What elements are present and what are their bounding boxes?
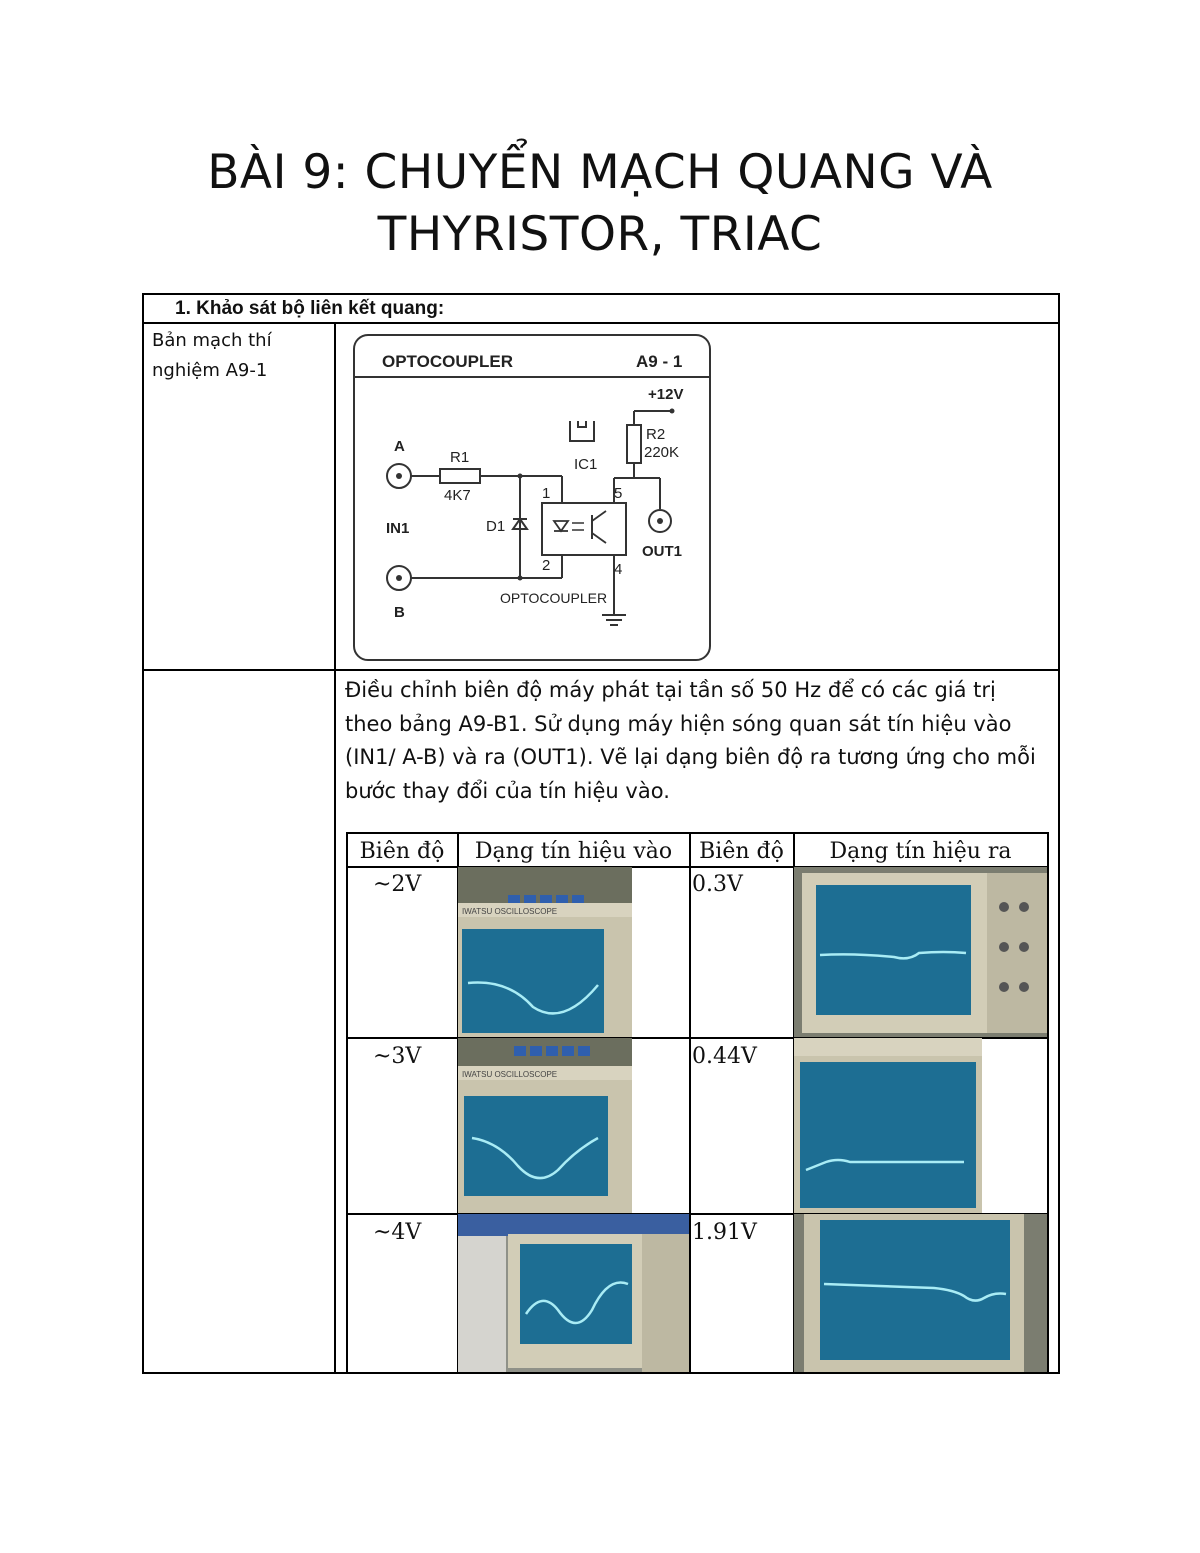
svg-text:IWATSU OSCILLOSCOPE: IWATSU OSCILLOSCOPE (462, 907, 558, 916)
input-b-label: B (394, 604, 405, 621)
instructions-text: Điều chỉnh biên độ máy phát tại tần số 50 Hz để có các giá trị theo bảng A9-B1. Sử dụng máy hiện sóng quan sát tín hiệu vào (IN1/ A-B) và ra (OUT1). Vẽ lại dạng biên độ ra tương ứng cho mỗi bước thay đổi của tín hiệu vào. (345, 678, 1036, 803)
col-header-input-wave: Dạng tín hiệu vào (474, 839, 673, 864)
oscilloscope-photo-input-3v (458, 1038, 632, 1213)
pin2-label: 2 (542, 557, 551, 574)
optocoupler-schematic (352, 333, 712, 663)
r2-value: 220K (644, 444, 680, 461)
col-header-output-amp: Biên độ (699, 839, 784, 864)
row2-input-amp: ~3V (373, 1044, 422, 1069)
section-heading: 1. Khảo sát bộ liên kết quang: (175, 298, 445, 319)
title-line-1: BÀI 9: CHUYỂN MẠCH QUANG VÀ (207, 145, 993, 200)
col-header-input-amp: Biên độ (359, 839, 445, 864)
oscilloscope-photo-output-0.3v (794, 867, 1047, 1037)
r1-label: R1 (450, 449, 470, 466)
page-title (0, 142, 1200, 266)
title-line-2: THYRISTOR, TRIAC (377, 207, 823, 262)
board-label: Bản mạch thí nghiệm A9-1 (152, 330, 272, 381)
output-label: OUT1 (642, 543, 683, 560)
r2-label: R2 (646, 426, 666, 443)
pin4-label: 4 (614, 561, 623, 578)
row2-output-amp: 0.44V (692, 1044, 757, 1069)
oscilloscope-photo-output-0.44v (794, 1038, 982, 1213)
col-header-output-wave: Dạng tín hiệu ra (829, 839, 1012, 864)
ic-label: IC1 (574, 456, 598, 473)
schematic-header: OPTOCOUPLER (382, 352, 513, 371)
schematic-code: A9 - 1 (636, 352, 683, 371)
row1-input-amp: ~2V (373, 872, 422, 897)
oscilloscope-photo-output-1.91v (794, 1214, 1047, 1372)
row1-output-amp: 0.3V (692, 872, 743, 897)
svg-text:IWATSU OSCILLOSCOPE: IWATSU OSCILLOSCOPE (462, 1070, 558, 1079)
supply-label: +12V (648, 386, 684, 403)
pin1-label: 1 (542, 485, 551, 502)
r1-value: 4K7 (444, 487, 471, 504)
oscilloscope-photo-input-4v (458, 1214, 689, 1372)
part-label: OPTOCOUPLER (500, 590, 608, 606)
diode-label: D1 (486, 518, 506, 535)
input-a-label: A (394, 438, 405, 455)
pin5-label: 5 (614, 485, 623, 502)
in1-label: IN1 (386, 520, 410, 537)
oscilloscope-photo-input-2v (458, 867, 632, 1037)
row3-input-amp: ~4V (373, 1220, 422, 1245)
row3-output-amp: 1.91V (692, 1220, 757, 1245)
